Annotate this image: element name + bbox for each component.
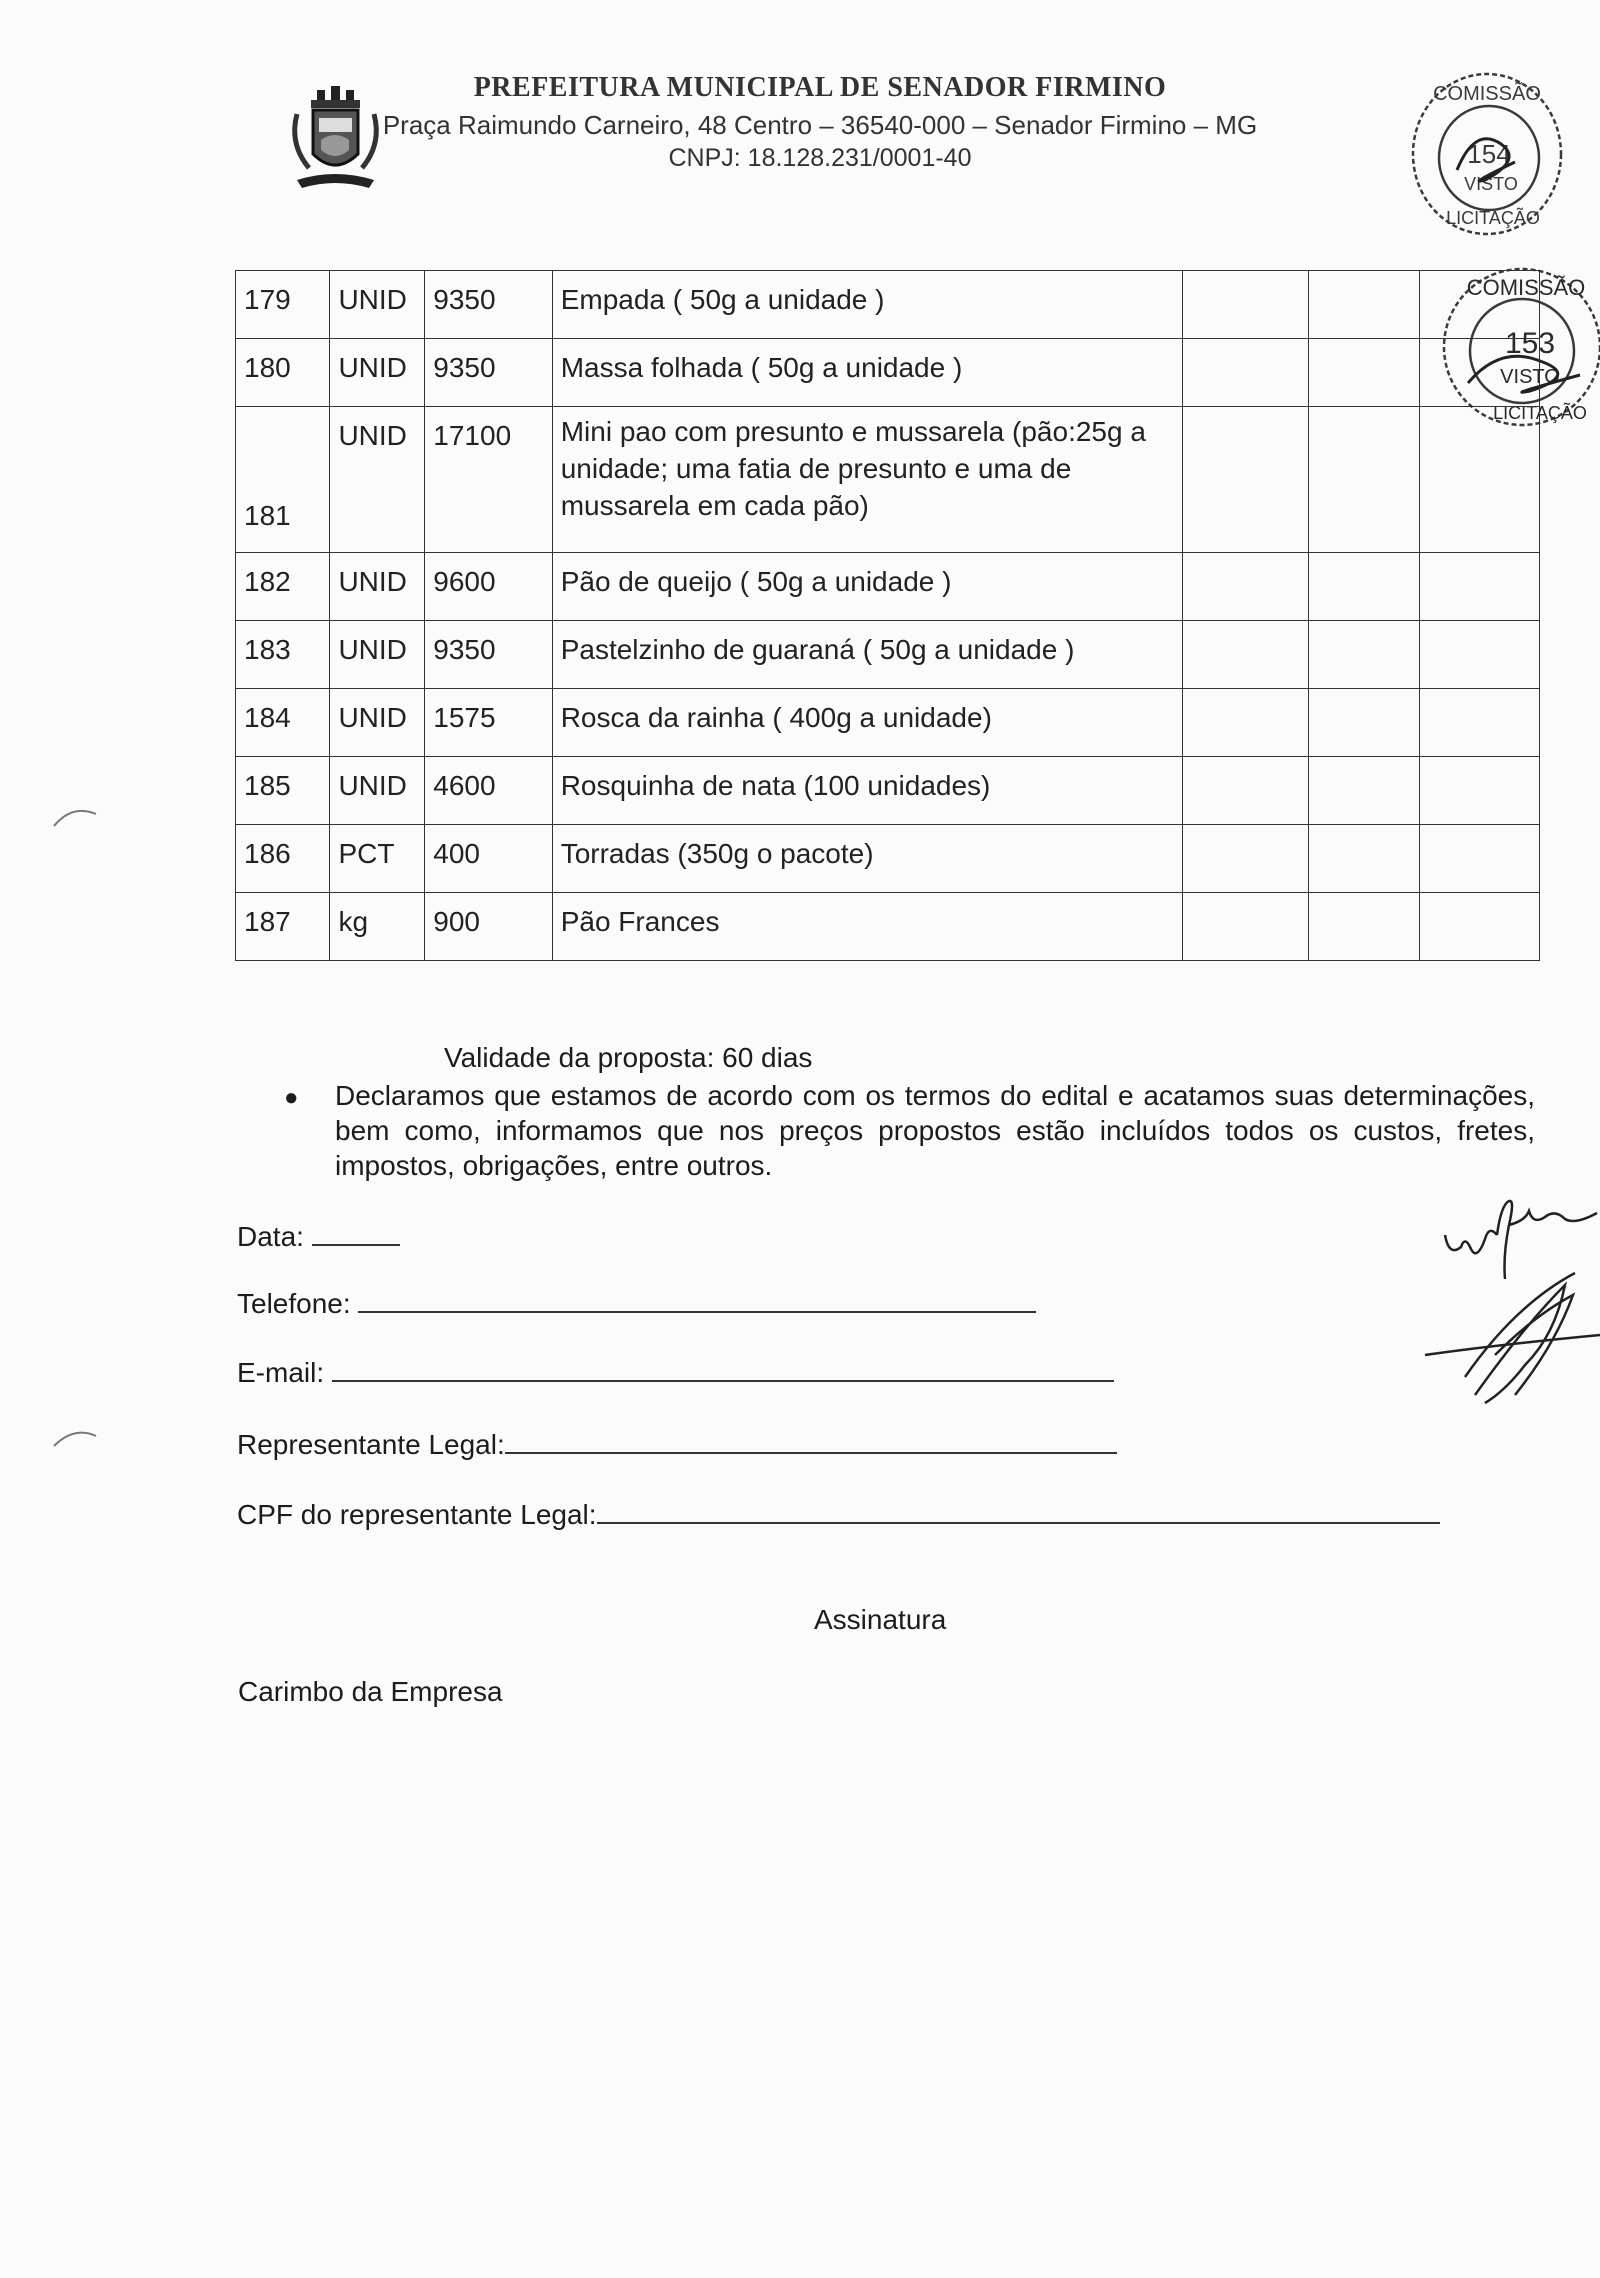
email-label: E-mail: — [237, 1357, 325, 1388]
unit-cell: UNID — [330, 553, 425, 621]
letterhead-cnpj: CNPJ: 18.128.231/0001-40 — [668, 144, 972, 172]
brand-cell — [1183, 407, 1309, 553]
legal-representative-field — [237, 1428, 1117, 1461]
description-cell: Pão de queijo ( 50g a unidade ) — [552, 553, 1183, 621]
table-row — [236, 553, 1540, 621]
brand-cell — [1183, 271, 1309, 339]
brand-cell — [1183, 757, 1309, 825]
margin-mark-icon — [52, 1420, 102, 1450]
handwritten-signature — [1405, 1195, 1600, 1425]
total-price-cell — [1419, 689, 1539, 757]
unit-cell: UNID — [330, 689, 425, 757]
quantity-cell: 9350 — [425, 271, 552, 339]
company-stamp-label: Carimbo da Empresa — [238, 1676, 503, 1707]
unit-price-cell — [1309, 621, 1419, 689]
quantity-cell: 9350 — [425, 621, 552, 689]
letterhead-address: Praça Raimundo Carneiro, 48 Centro – 36540-000 – Senador Firmino – MG — [382, 110, 1258, 140]
date-field — [237, 1220, 400, 1253]
stamp-2-number: 153 — [1504, 327, 1556, 360]
bullet-icon: ● — [284, 1084, 299, 1111]
total-price-cell — [1419, 825, 1539, 893]
brand-cell — [1183, 339, 1309, 407]
unit-cell: UNID — [330, 271, 425, 339]
unit-cell: kg — [330, 893, 425, 961]
total-price-cell — [1419, 621, 1539, 689]
table-row — [236, 825, 1540, 893]
item-number-cell: 184 — [236, 689, 330, 757]
table-row — [236, 407, 1540, 553]
visto-stamp-1 — [1405, 66, 1565, 241]
unit-price-cell — [1309, 553, 1419, 621]
unit-cell: PCT — [330, 825, 425, 893]
unit-price-cell — [1309, 339, 1419, 407]
total-price-cell — [1419, 271, 1539, 339]
brand-cell — [1183, 825, 1309, 893]
quantity-cell: 900 — [425, 893, 552, 961]
legal-representative-blank-line[interactable] — [505, 1428, 1117, 1454]
unit-cell: UNID — [330, 339, 425, 407]
phone-blank-line[interactable] — [358, 1287, 1036, 1313]
table-row — [236, 689, 1540, 757]
declaration-text: Declaramos que estamos de acordo com os termos do edital e acatamos suas determinações, bem como, informamos que nos preços propostos estão incluídos todos os custos, fretes, impostos, obrigações, entre outros. — [335, 1080, 1535, 1181]
legal-representative-label: Representante Legal: — [237, 1429, 505, 1460]
unit-cell: UNID — [330, 621, 425, 689]
item-number-cell: 187 — [236, 893, 330, 961]
total-price-cell — [1419, 757, 1539, 825]
quantity-cell: 400 — [425, 825, 552, 893]
stamp-1-middle-text: VISTO — [1464, 174, 1518, 194]
item-number-cell: 181 — [236, 407, 330, 553]
description-cell: Pastelzinho de guaraná ( 50g a unidade ) — [552, 621, 1183, 689]
quantity-cell: 4600 — [425, 757, 552, 825]
table-row — [236, 757, 1540, 825]
unit-cell: UNID — [330, 757, 425, 825]
date-blank-line[interactable] — [312, 1220, 400, 1246]
brand-cell — [1183, 689, 1309, 757]
item-number-cell: 183 — [236, 621, 330, 689]
description-cell: Pão Frances — [552, 893, 1183, 961]
table-row — [236, 621, 1540, 689]
total-price-cell — [1419, 553, 1539, 621]
phone-label: Telefone: — [237, 1288, 351, 1319]
stamp-1-top-text: COMISSÃO — [1433, 83, 1541, 105]
municipal-crest-icon — [283, 84, 388, 196]
quantity-cell: 9350 — [425, 339, 552, 407]
table-row — [236, 271, 1540, 339]
description-cell: Massa folhada ( 50g a unidade ) — [552, 339, 1183, 407]
email-field — [237, 1356, 1114, 1389]
stamp-2-bottom-text: LICITAÇÃO — [1493, 403, 1587, 423]
stamp-2-top-text: COMISSÃO — [1466, 275, 1586, 300]
unit-price-cell — [1309, 825, 1419, 893]
total-price-cell — [1419, 407, 1539, 553]
item-number-cell: 185 — [236, 757, 330, 825]
item-number-cell: 186 — [236, 825, 330, 893]
brand-cell — [1183, 893, 1309, 961]
stamp-2-middle-text: VISTO — [1500, 366, 1560, 388]
description-cell: Rosquinha de nata (100 unidades) — [552, 757, 1183, 825]
unit-price-cell — [1309, 757, 1419, 825]
letterhead — [0, 0, 1600, 200]
total-price-cell — [1419, 893, 1539, 961]
item-number-cell: 182 — [236, 553, 330, 621]
items-table — [235, 270, 1540, 961]
email-blank-line[interactable] — [332, 1356, 1114, 1382]
description-cell: Mini pao com presunto e mussarela (pão:25g a unidade; uma fatia de presunto e uma de mussarela em cada pão) — [552, 407, 1183, 553]
stamp-1-bottom-text: LICITAÇÃO — [1446, 208, 1540, 228]
item-number-cell: 180 — [236, 339, 330, 407]
brand-cell — [1183, 553, 1309, 621]
representative-cpf-label: CPF do representante Legal: — [237, 1499, 597, 1530]
unit-cell: UNID — [330, 407, 425, 553]
letterhead-title: PREFEITURA MUNICIPAL DE SENADOR FIRMINO — [473, 72, 1167, 103]
description-cell: Rosca da rainha ( 400g a unidade) — [552, 689, 1183, 757]
unit-price-cell — [1309, 689, 1419, 757]
proposal-validity: Validade da proposta: 60 dias — [444, 1042, 813, 1073]
brand-cell — [1183, 621, 1309, 689]
unit-price-cell — [1309, 407, 1419, 553]
unit-price-cell — [1309, 893, 1419, 961]
representative-cpf-field — [237, 1498, 1440, 1531]
phone-field — [237, 1287, 1036, 1320]
quantity-cell: 9600 — [425, 553, 552, 621]
unit-price-cell — [1309, 271, 1419, 339]
margin-mark-icon — [52, 800, 102, 830]
total-price-cell — [1419, 339, 1539, 407]
representative-cpf-blank-line[interactable] — [597, 1498, 1440, 1524]
table-row — [236, 893, 1540, 961]
date-label: Data: — [237, 1221, 304, 1252]
item-number-cell: 179 — [236, 271, 330, 339]
table-row — [236, 339, 1540, 407]
description-cell: Empada ( 50g a unidade ) — [552, 271, 1183, 339]
quantity-cell: 1575 — [425, 689, 552, 757]
quantity-cell: 17100 — [425, 407, 552, 553]
signature-label: Assinatura — [814, 1604, 947, 1635]
description-cell: Torradas (350g o pacote) — [552, 825, 1183, 893]
stamp-1-number: 154 — [1467, 139, 1511, 169]
